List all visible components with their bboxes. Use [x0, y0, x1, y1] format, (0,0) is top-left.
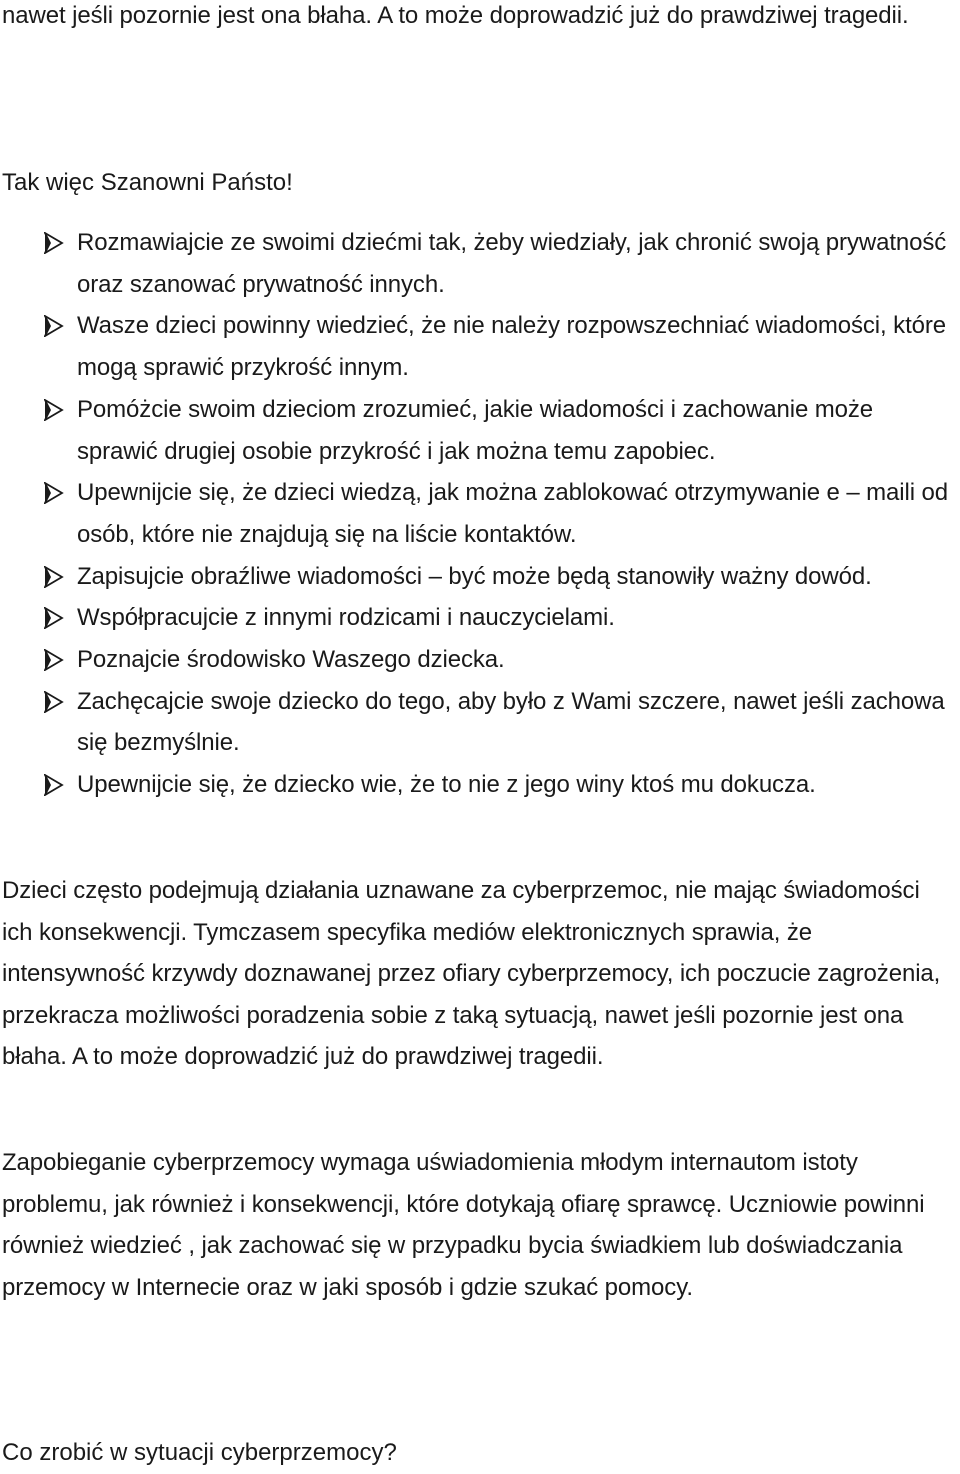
list-item-text: Poznajcie środowisko Waszego dziecka. [77, 646, 505, 674]
list-item [0, 556, 960, 598]
section-heading: Co zrobić w sytuacji cyberprzemocy? [2, 1439, 397, 1466]
arrow-bullet-icon [44, 232, 64, 254]
list-item [0, 472, 960, 555]
arrow-bullet-icon [44, 774, 64, 796]
list-item [0, 597, 960, 639]
arrow-bullet-icon [44, 691, 64, 713]
list-item [0, 305, 960, 388]
list-item [0, 764, 960, 806]
list-item-text: Współpracujcie z innymi rodzicami i nauczycielami. [77, 604, 615, 632]
list-item-text: Upewnijcie się, że dziecko wie, że to nie z jego winy ktoś mu dokucza. [77, 771, 816, 799]
list-item [0, 389, 960, 472]
list-item-text: Wasze dzieci powinny wiedzieć, że nie należy rozpowszechniać wiadomości, które mogą sprawić przykrość innym. [77, 312, 947, 382]
address-line: Tak więc Szanowni Państo! [2, 169, 293, 196]
top-paragraph: nawet jeśli pozornie jest ona błaha. A to może doprowadzić już do prawdziwej tragedii. [2, 2, 909, 29]
advice-list [0, 222, 960, 806]
body-paragraph: Dzieci często podejmują działania uznawane za cyberprzemoc, nie mając świadomości ich konsekwencji. Tymczasem specyfika mediów elektronicznych sprawia, że intensywność krzywdy doznawanej przez ofiary cyberprzemocy, ich poczucie zagrożenia, przekracza możliwości poradzenia sobie z taką sytuacją, nawet jeśli pozornie jest ona błaha. A to może doprowadzić już do prawdziwej tragedii. [2, 877, 941, 1070]
arrow-bullet-icon [44, 315, 64, 337]
arrow-bullet-icon [44, 649, 64, 671]
body-paragraph: Zapobieganie cyberprzemocy wymaga uświadomienia młodym internautom istoty problemu, jak również i konsekwencji, które dotykają ofiarę sprawcę. Uczniowie powinni również wiedzieć , jak zachować się w przypadku bycia świadkiem lub doświadczania przemocy w Internecie oraz w jaki sposób i gdzie szukać pomocy. [2, 1149, 925, 1301]
list-item [0, 639, 960, 681]
list-item-text: Zapisujcie obraźliwe wiadomości – być może będą stanowiły ważny dowód. [77, 562, 872, 590]
arrow-bullet-icon [44, 566, 64, 588]
arrow-bullet-icon [44, 607, 64, 629]
list-item-text: Upewnijcie się, że dzieci wiedzą, jak można zablokować otrzymywanie e – maili od osób, które nie znajdują się na liście kontaktów. [77, 479, 949, 548]
list-item [0, 681, 960, 764]
list-item-text: Pomóżcie swoim dzieciom zrozumieć, jakie wiadomości i zachowanie może sprawić drugiej osobie przykrość i jak można temu zapobiec. [77, 395, 874, 465]
arrow-bullet-icon [44, 482, 64, 504]
list-item-text: Rozmawiajcie ze swoimi dziećmi tak, żeby wiedziały, jak chronić swoją prywatność oraz szanować prywatność innych. [77, 229, 947, 298]
arrow-bullet-icon [44, 399, 64, 421]
list-item [0, 222, 960, 305]
list-item-text: Zachęcajcie swoje dziecko do tego, aby było z Wami szczere, nawet jeśli zachowa się bezmyślnie. [77, 687, 945, 757]
